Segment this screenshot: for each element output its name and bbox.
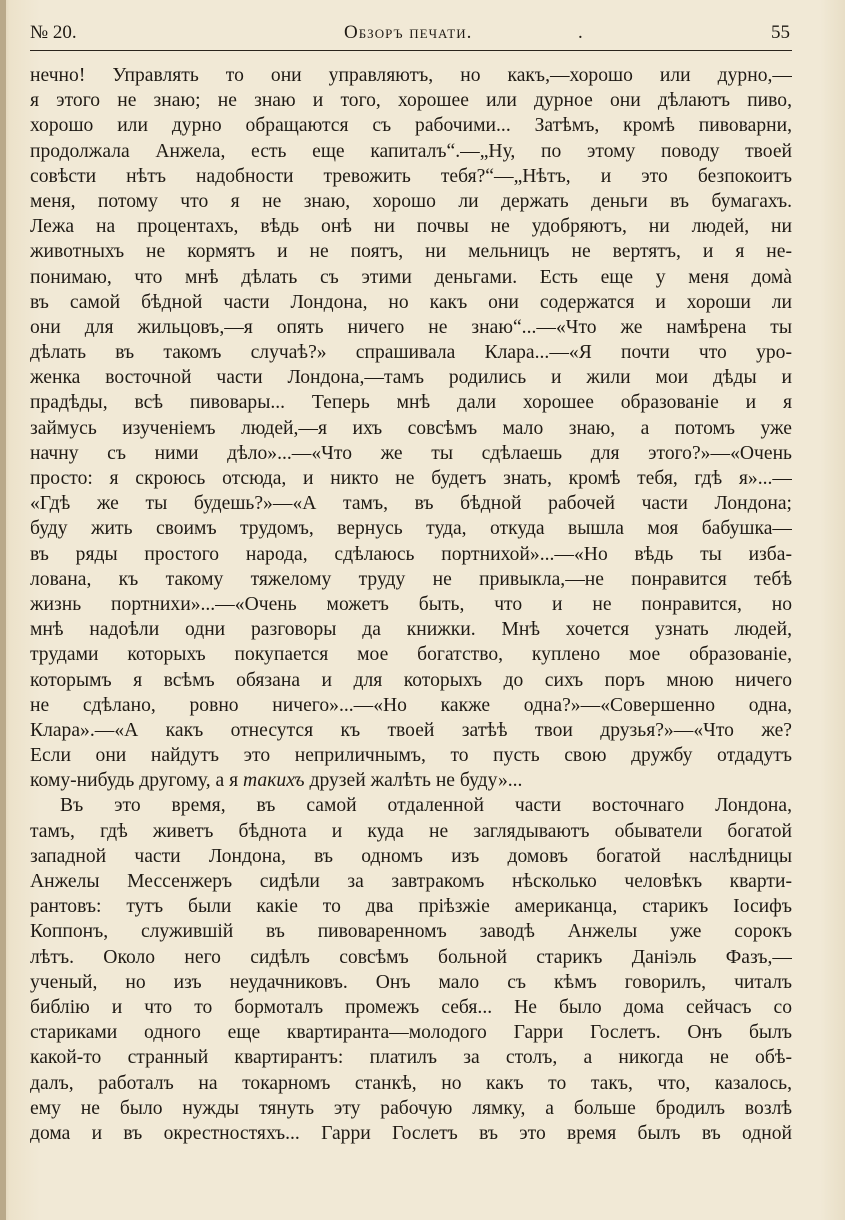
text-line: лована, къ такому тяжелому труду не привыкла,—не понравится тебѣ: [30, 568, 792, 590]
text-line: ученый, но изъ неудачниковъ. Онъ мало съ кѣмъ говорилъ, читалъ: [30, 971, 792, 993]
running-header: [30, 18, 792, 51]
text-line: Лежа на процентахъ, вѣдь онѣ ни почвы не удобряютъ, ни людей, ни: [30, 216, 792, 238]
text-line: займусь изученіемъ людей,—я ихъ совсѣмъ мало знаю, а потомъ уже: [30, 417, 792, 439]
text-line: совѣсти нѣтъ надобности тревожить тебя?“—„Нѣтъ, и это безпокоитъ: [30, 165, 792, 187]
text-line: прадѣды, всѣ пивовары... Теперь мнѣ дали хорошее образованіе и я: [30, 392, 792, 414]
text-line: ему не было нужды тянуть эту рабочую лямку, а больше бродилъ возлѣ: [30, 1097, 792, 1119]
text-line: въ самой бѣдной части Лондона, но какъ они содержатся и хороши ли: [30, 291, 792, 313]
text-line: Если они найдутъ это неприличнымъ, то пусть свою дружбу отдадутъ: [30, 745, 792, 767]
italic-word: такихъ: [243, 770, 305, 792]
text-line: меня, потому что я не знаю, хорошо ли держать деньги въ бумагахъ.: [30, 190, 792, 212]
text-line: понимаю, что мнѣ дѣлать съ этими деньгами. Есть еще у меня домà: [30, 266, 792, 288]
text-line: въ ряды простого народа, сдѣлаюсь портнихой»...—«Но вѣдь ты изба-: [30, 543, 792, 565]
text-line: лѣтъ. Около него сидѣлъ совсѣмъ больной старикъ Даніэль Фазъ,—: [30, 946, 792, 968]
text-line: не сдѣлано, ровно ничего»...—«Но какже одна?»—«Совершенно одна,: [30, 694, 792, 716]
text-line: мнѣ надоѣли одни разговоры да книжки. Мнѣ хочется узнать людей,: [30, 619, 792, 641]
text-line: рантовъ: тутъ были какіе то два пріѣзжіе американца, старикъ Іосифъ: [30, 896, 792, 918]
text-line: начну съ ними дѣло»...—«Что же ты сдѣлаешь для этого?»—«Очень: [30, 442, 792, 464]
text-line: трудами которыхъ покупается мое богатство, куплено мое образованіе,: [30, 644, 792, 666]
paragraph-start-line: Въ это время, въ самой отдаленной части восточнаго Лондона,: [60, 795, 792, 817]
text-line: стариками одного еще квартиранта—молодого Гарри Гослетъ. Онъ былъ: [30, 1022, 792, 1044]
header-dot: .: [578, 22, 583, 43]
text-line: хорошо или дурно обращаются съ рабочими... Затѣмъ, кромѣ пивоварни,: [30, 115, 792, 137]
issue-number: № 20.: [30, 22, 77, 43]
text-line: Клара».—«А какъ отнесутся къ твоей затѣѣ твои друзья?»—«Что же?: [30, 719, 792, 741]
text-line: они для жильцовъ,—я опять ничего не знаю“...—«Что же намѣрена ты: [30, 316, 792, 338]
text-line: жизнь портнихи»...—«Очень можетъ быть, что и не понравится, но: [30, 593, 792, 615]
page-spine-edge: [0, 0, 6, 1220]
page-number: 55: [771, 22, 790, 43]
text-line: Анжелы Мессенжеръ сидѣли за завтракомъ нѣсколько человѣкъ кварти-: [30, 871, 792, 892]
text-line: далъ, работалъ на токарномъ станкѣ, но какъ то такъ, что, казалось,: [30, 1072, 792, 1094]
text-line: тамъ, гдѣ живетъ бѣднота и куда не заглядываютъ обыватели богатой: [30, 820, 792, 842]
text-line-with-italic: [30, 768, 792, 793]
text-line: «Гдѣ же ты будешь?»—«А тамъ, въ бѣдной рабочей части Лондона;: [30, 493, 792, 515]
text-line: дома и въ окрестностяхъ... Гарри Гослетъ въ это время былъ въ одной: [30, 1122, 792, 1144]
article-text: [30, 63, 792, 1146]
text-line: женка восточной части Лондона,—тамъ родились и жили мои дѣды и: [30, 367, 792, 389]
text-line: животныхъ не кормятъ и не поятъ, ни мельницъ не вертятъ, и я не-: [30, 241, 792, 263]
header-title: Обзоръ печати.: [344, 22, 473, 43]
text-line: просто: я скроюсь отсюда, и никто не будетъ знать, кромѣ тебя, гдѣ я»...—: [30, 468, 792, 489]
text-line: продолжала Анжела, есть еще капиталъ“.—„Ну, по этому поводу твоей: [30, 140, 792, 162]
text-line: я этого не знаю; не знаю и того, хорошее или дурное они дѣлаютъ пиво,: [30, 90, 792, 112]
text-fragment: друзей жалѣть не буду»...: [304, 770, 523, 792]
text-fragment: кому-нибудь другому, а я: [30, 770, 244, 792]
text-line: которымъ я всѣмъ обязана и для которыхъ до сихъ поръ мною ничего: [30, 669, 792, 691]
text-line: какой-то странный квартирантъ: платилъ за столъ, а никогда не обѣ-: [30, 1047, 792, 1069]
text-line: нечно! Управлять то они управляютъ, но какъ,—хорошо или дурно,—: [30, 65, 792, 86]
text-line: библію и что то бормоталъ промежъ себя... Не было дома сейчасъ со: [30, 996, 792, 1018]
text-line: дѣлать въ такомъ случаѣ?» спрашивала Клара...—«Я почти что уро-: [30, 342, 792, 364]
text-line: Коппонъ, служившій въ пивоваренномъ заводѣ Анжелы уже сорокъ: [30, 921, 792, 943]
text-line: западной части Лондона, въ одномъ изъ домовъ богатой наслѣдницы: [30, 845, 792, 867]
text-line: буду жить своимъ трудомъ, вернусь туда, откуда вышла моя бабушка—: [30, 518, 792, 540]
